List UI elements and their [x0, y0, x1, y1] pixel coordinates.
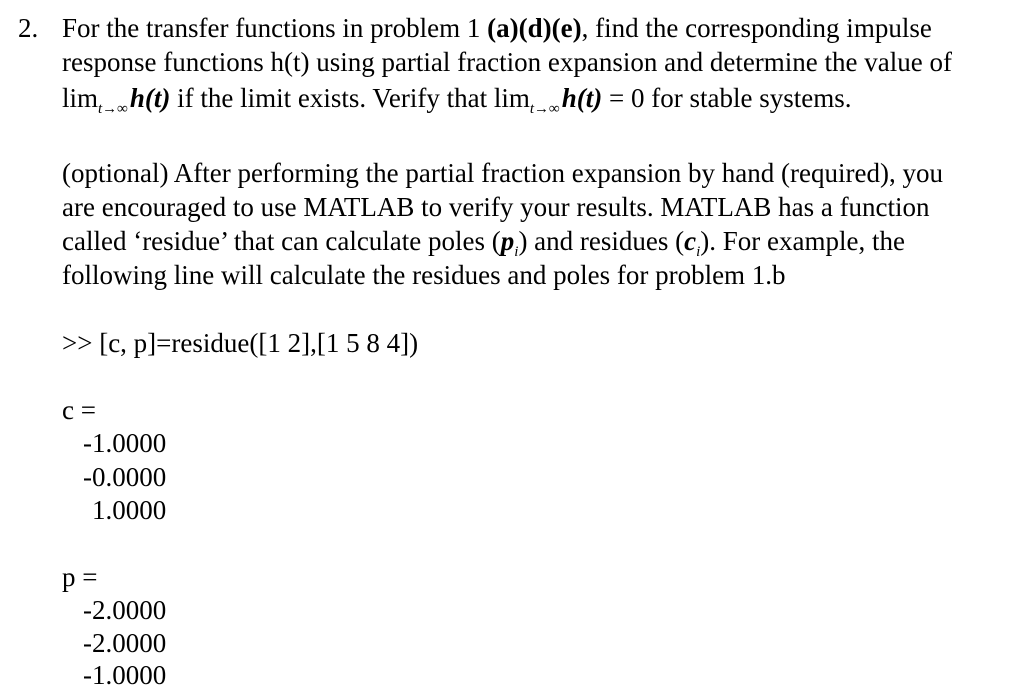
optional-text-part: called ‘residue’ that can calculate poles (	[62, 226, 501, 256]
pole-symbol: p	[500, 226, 515, 256]
limit-operator: lim	[493, 83, 530, 113]
matlab-c-label: c =	[62, 395, 96, 425]
optional-text-line-2: are encouraged to use MATLAB to verify your results. MATLAB has a function	[62, 192, 930, 222]
problem-text-part: , find the corresponding impulse	[581, 13, 932, 43]
problem-number: 2.	[18, 13, 39, 43]
matlab-c-value: -0.0000	[83, 462, 167, 492]
residue-symbol: c	[684, 226, 697, 256]
matlab-command: >> [c, p]=residue([1 2],[1 5 8 4])	[62, 328, 419, 358]
optional-text-part: ). For example, the	[700, 226, 905, 256]
problem-text-line-2: response functions h(t) using partial fraction expansion and determine the value of	[62, 47, 952, 77]
problem-text-part: if the limit exists. Verify that	[170, 83, 494, 113]
limit-subscript: t→∞	[529, 101, 560, 117]
matlab-p-value: -2.0000	[83, 628, 167, 658]
problem-parts-bold: (a)(d)(e)	[487, 13, 582, 43]
matlab-p-value: -1.0000	[83, 660, 167, 690]
impulse-response-symbol: h(t)	[561, 83, 603, 113]
impulse-response-symbol: h(t)	[129, 83, 171, 113]
problem-text-line-3	[62, 85, 851, 117]
matlab-c-value: -1.0000	[83, 428, 167, 458]
matlab-c-value: 1.0000	[92, 495, 167, 525]
residue-subscript: i	[696, 244, 701, 260]
problem-text-part: = 0 for stable systems.	[602, 83, 852, 113]
limit-operator: lim	[62, 83, 99, 113]
optional-text-line-3	[62, 228, 905, 260]
problem-text-line-1	[62, 15, 932, 42]
optional-text-line-4: following line will calculate the residues and poles for problem 1.b	[62, 260, 786, 290]
pole-subscript: i	[514, 244, 519, 260]
problem-text-part: For the transfer functions in problem 1	[62, 13, 488, 43]
optional-text-line-1: (optional) After performing the partial fraction expansion by hand (required), you	[62, 158, 943, 188]
limit-subscript: t→∞	[98, 101, 128, 117]
matlab-p-value: -2.0000	[83, 595, 167, 625]
optional-text-part: ) and residues (	[518, 226, 685, 256]
matlab-p-label: p =	[62, 562, 98, 592]
